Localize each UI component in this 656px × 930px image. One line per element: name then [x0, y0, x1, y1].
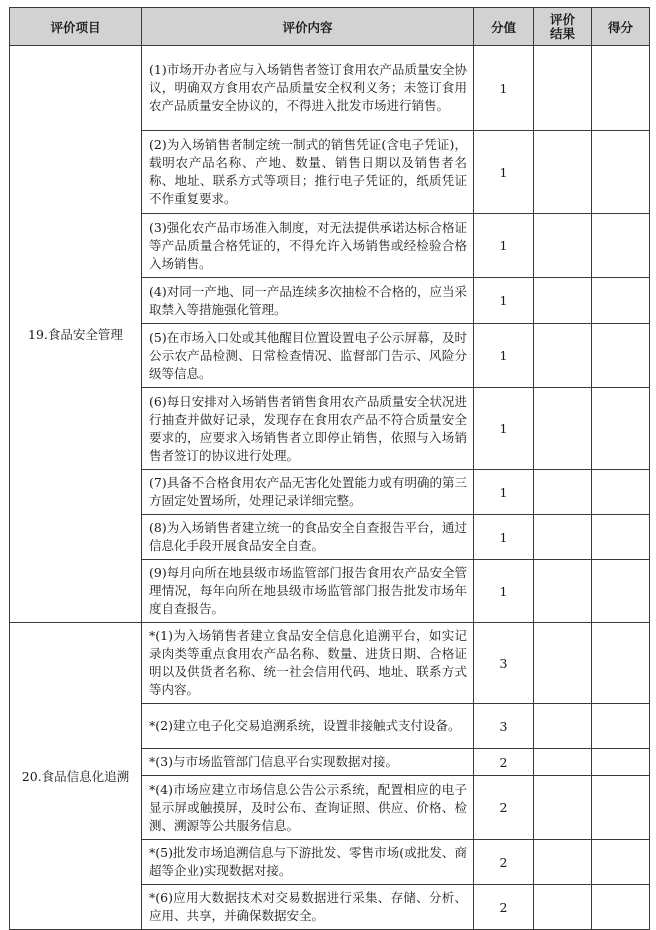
result-cell[interactable]	[534, 560, 592, 623]
score-cell: 2	[474, 749, 534, 776]
score-cell: 3	[474, 623, 534, 704]
category-cell: 19.食品安全管理	[10, 46, 142, 623]
got-cell[interactable]	[592, 560, 650, 623]
got-cell[interactable]	[592, 324, 650, 388]
content-cell: (6)每日安排对入场销售者销售食用农产品质量安全状况进行抽查并做好记录，发现存在食用农产品不符合质量安全要求的，应要求入场销售者立即停止销售，依照与入场销售者签订的协议进行处理。	[142, 388, 474, 470]
table-row	[10, 623, 650, 704]
content-cell: (5)在市场入口处或其他醒目位置设置电子公示屏幕，及时公示农产品检测、日常检查情况、监督部门告示、风险分级等信息。	[142, 324, 474, 388]
table-row	[10, 46, 650, 131]
category-cell: 20.食品信息化追溯	[10, 623, 142, 930]
got-cell[interactable]	[592, 214, 650, 278]
content-cell: *(6)应用大数据技术对交易数据进行采集、存储、分析、应用、共享，并确保数据安全。	[142, 885, 474, 930]
header-result-line1: 评价	[549, 11, 575, 27]
result-cell[interactable]	[534, 623, 592, 704]
got-cell[interactable]	[592, 131, 650, 214]
result-cell[interactable]	[534, 324, 592, 388]
content-cell: (8)为入场销售者建立统一的食品安全自查报告平台，通过信息化手段开展食品安全自查。	[142, 515, 474, 560]
got-cell[interactable]	[592, 704, 650, 749]
got-cell[interactable]	[592, 776, 650, 840]
got-cell[interactable]	[592, 46, 650, 131]
header-row	[10, 8, 650, 46]
score-cell: 3	[474, 704, 534, 749]
content-cell: *(3)与市场监管部门信息平台实现数据对接。	[142, 749, 474, 776]
got-cell[interactable]	[592, 515, 650, 560]
content-cell: *(4)市场应建立市场信息公告公示系统，配置相应的电子显示屏或触摸屏，及时公布、查询证照、供应、价格、检测、溯源等公共服务信息。	[142, 776, 474, 840]
result-cell[interactable]	[534, 776, 592, 840]
content-cell: (2)为入场销售者制定统一制式的销售凭证(含电子凭证)，载明农产品名称、产地、数量、销售日期以及销售者名称、地址、联系方式等项目；推行电子凭证的，纸质凭证不作重复要求。	[142, 131, 474, 214]
score-cell: 2	[474, 840, 534, 885]
content-cell: (7)具备不合格食用农产品无害化处置能力或有明确的第三方固定处置场所，处理记录详细完整。	[142, 470, 474, 515]
score-cell: 1	[474, 470, 534, 515]
got-cell[interactable]	[592, 278, 650, 324]
content-cell: *(1)为入场销售者建立食品安全信息化追溯平台，如实记录肉类等重点食用农产品名称、数量、进货日期、合格证明以及供货者名称、统一社会信用代码、地址、联系方式等内容。	[142, 623, 474, 704]
result-cell[interactable]	[534, 388, 592, 470]
header-result	[534, 8, 592, 46]
score-cell: 1	[474, 388, 534, 470]
result-cell[interactable]	[534, 749, 592, 776]
score-cell: 1	[474, 515, 534, 560]
content-cell: (3)强化农产品市场准入制度，对无法提供承诺达标合格证等产品质量合格凭证的，不得允许入场销售或经检验合格入场销售。	[142, 214, 474, 278]
header-item: 评价项目	[10, 8, 142, 46]
result-cell[interactable]	[534, 470, 592, 515]
result-cell[interactable]	[534, 515, 592, 560]
score-cell: 1	[474, 214, 534, 278]
header-got: 得分	[592, 8, 650, 46]
header-result-line2: 结果	[549, 25, 575, 41]
table-body	[10, 46, 650, 930]
content-cell: (1)市场开办者应与入场销售者签订食用农产品质量安全协议，明确双方食用农产品质量安全权利义务；未签订食用农产品质量安全协议的，不得进入批发市场进行销售。	[142, 46, 474, 131]
content-cell: (9)每月向所在地县级市场监管部门报告食用农产品安全管理情况，每年向所在地县级市场监管部门报告批发市场年度自查报告。	[142, 560, 474, 623]
got-cell[interactable]	[592, 623, 650, 704]
score-cell: 2	[474, 776, 534, 840]
score-cell: 1	[474, 324, 534, 388]
evaluation-table-container	[9, 7, 649, 930]
score-cell: 1	[474, 131, 534, 214]
content-cell: (4)对同一产地、同一产品连续多次抽检不合格的，应当采取禁入等措施强化管理。	[142, 278, 474, 324]
evaluation-table	[9, 7, 650, 930]
content-cell: *(2)建立电子化交易追溯系统，设置非接触式支付设备。	[142, 704, 474, 749]
result-cell[interactable]	[534, 46, 592, 131]
content-cell: *(5)批发市场追溯信息与下游批发、零售市场(或批发、商超等企业)实现数据对接。	[142, 840, 474, 885]
score-cell: 1	[474, 46, 534, 131]
got-cell[interactable]	[592, 885, 650, 930]
header-score: 分值	[474, 8, 534, 46]
score-cell: 1	[474, 278, 534, 324]
result-cell[interactable]	[534, 131, 592, 214]
result-cell[interactable]	[534, 840, 592, 885]
got-cell[interactable]	[592, 840, 650, 885]
got-cell[interactable]	[592, 470, 650, 515]
score-cell: 1	[474, 560, 534, 623]
result-cell[interactable]	[534, 278, 592, 324]
score-cell: 2	[474, 885, 534, 930]
header-content: 评价内容	[142, 8, 474, 46]
got-cell[interactable]	[592, 388, 650, 470]
got-cell[interactable]	[592, 749, 650, 776]
result-cell[interactable]	[534, 885, 592, 930]
result-cell[interactable]	[534, 704, 592, 749]
result-cell[interactable]	[534, 214, 592, 278]
